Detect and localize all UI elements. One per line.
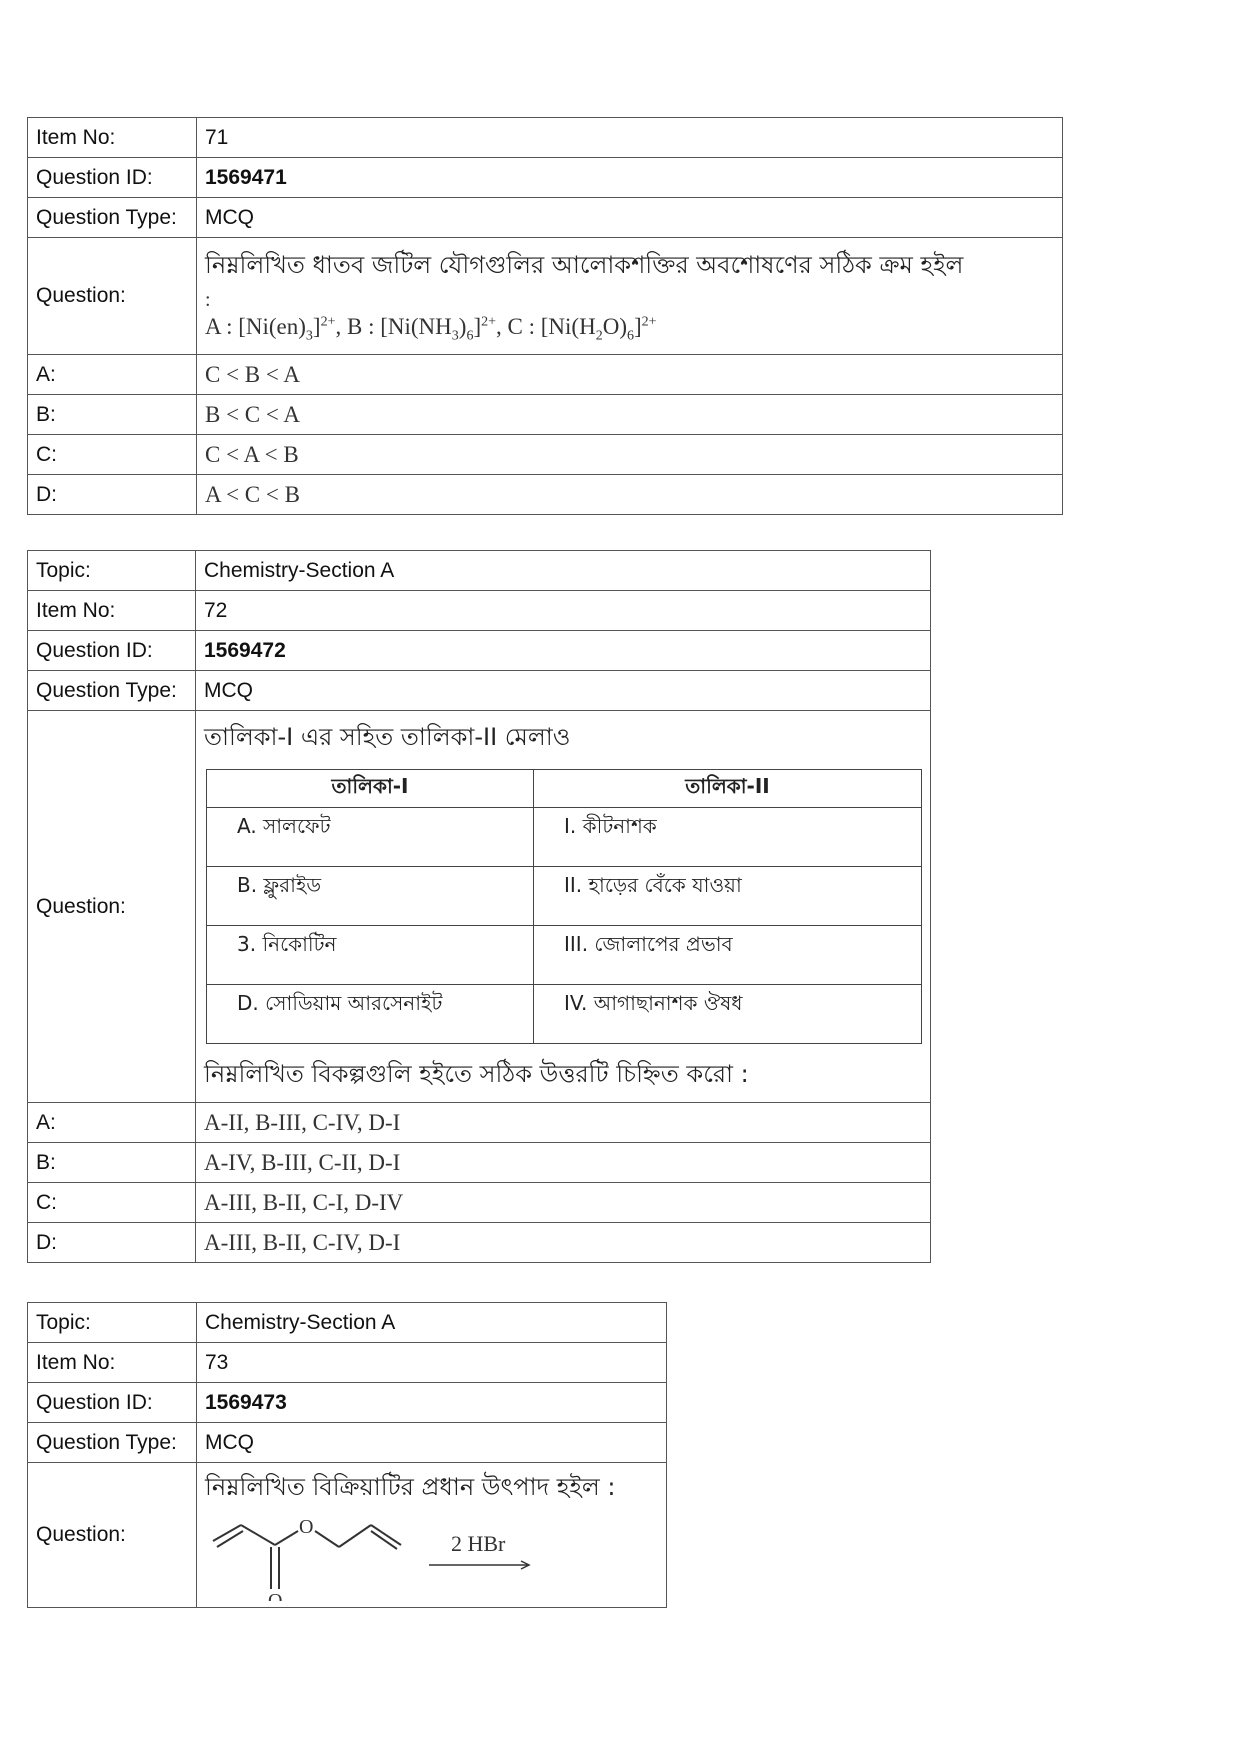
question-type-row xyxy=(28,198,1063,238)
option-a-label: A: xyxy=(28,355,197,395)
option-d-value: A-III, B-II, C-IV, D-I xyxy=(196,1223,931,1263)
question-type-label: Question Type: xyxy=(28,671,196,711)
question-72-table xyxy=(27,550,931,1263)
question-label: Question: xyxy=(28,1463,197,1608)
question-71-table xyxy=(27,117,1063,515)
question-id-row xyxy=(28,1383,667,1423)
question-row xyxy=(28,238,1063,355)
option-d-row xyxy=(28,475,1063,515)
option-a-label: A: xyxy=(28,1103,196,1143)
question-type-row xyxy=(28,1423,667,1463)
question-type-value: MCQ xyxy=(196,671,931,711)
question-type-value: MCQ xyxy=(197,1423,667,1463)
question-label: Question: xyxy=(28,238,197,355)
question-id-value: 1569471 xyxy=(197,158,1063,198)
question-type-row xyxy=(28,671,931,711)
option-b-label: B: xyxy=(28,1143,196,1183)
question-body xyxy=(197,1463,667,1608)
question-row xyxy=(28,711,931,1103)
item-no-label: Item No: xyxy=(28,118,197,158)
item-no-row xyxy=(28,1343,667,1383)
topic-value: Chemistry-Section A xyxy=(197,1303,667,1343)
list-2-header: তালিকা-II xyxy=(534,770,922,808)
charge-b: 2+ xyxy=(481,314,497,330)
item-no-row xyxy=(28,591,931,631)
question-body xyxy=(196,711,931,1103)
option-b-value: A-IV, B-III, C-II, D-I xyxy=(196,1143,931,1183)
list-2-item: II. হাড়ের বেঁকে যাওয়া xyxy=(534,867,922,926)
matching-table xyxy=(206,769,922,1044)
option-a-row xyxy=(28,1103,931,1143)
option-c-row xyxy=(28,435,1063,475)
option-d-label: D: xyxy=(28,1223,196,1263)
question-id-row xyxy=(28,158,1063,198)
question-id-value: 1569472 xyxy=(196,631,931,671)
list-1-item: D. সোডিয়াম আরসেনাইট xyxy=(207,985,534,1044)
option-c-label: C: xyxy=(28,1183,196,1223)
ester-oxygen: O xyxy=(299,1516,314,1538)
question-instruction: নিম্নলিখিত বিকল্পগুলি হইতে সঠিক উত্তরটি চিহ্নিত করো : xyxy=(204,1060,749,1088)
topic-value: Chemistry-Section A xyxy=(196,551,931,591)
item-no-row xyxy=(28,118,1063,158)
complex-b-label: , B : xyxy=(335,314,381,340)
question-type-value: MCQ xyxy=(197,198,1063,238)
charge-a: 2+ xyxy=(320,314,336,330)
option-b-value: B < C < A xyxy=(197,395,1063,435)
reagent-label: 2 HBr xyxy=(451,1531,506,1556)
question-label: Question: xyxy=(28,711,196,1103)
option-b-row xyxy=(28,395,1063,435)
item-no-label: Item No: xyxy=(28,1343,197,1383)
topic-label: Topic: xyxy=(28,551,196,591)
item-no-label: Item No: xyxy=(28,591,196,631)
item-no-value: 72 xyxy=(196,591,931,631)
option-d-value: A < C < B xyxy=(197,475,1063,515)
question-type-label: Question Type: xyxy=(28,198,197,238)
option-d-row xyxy=(28,1223,931,1263)
list-1-item: 3. নিকোটিন xyxy=(207,926,534,985)
question-id-label: Question ID: xyxy=(28,1383,197,1423)
question-text: নিম্নলিখিত বিক্রিয়াটির প্রধান উৎপাদ হইল : xyxy=(205,1473,616,1501)
option-a-row xyxy=(28,355,1063,395)
question-id-value: 1569473 xyxy=(197,1383,667,1423)
option-b-label: B: xyxy=(28,395,197,435)
topic-row xyxy=(28,551,931,591)
option-d-label: D: xyxy=(28,475,197,515)
question-type-label: Question Type: xyxy=(28,1423,197,1463)
reaction-scheme xyxy=(205,1509,645,1601)
question-intro: তালিকা-I এর সহিত তালিকা-II মেলাও xyxy=(204,723,571,751)
topic-row xyxy=(28,1303,667,1343)
option-c-value: C < A < B xyxy=(197,435,1063,475)
question-id-label: Question ID: xyxy=(28,631,196,671)
question-text: নিম্নলিখিত ধাতব জটিল যৌগগুলির আলোকশক্তির অবশোষণের সঠিক ক্রম হইল xyxy=(205,251,964,280)
list-1-item: B. ফ্লুরাইড xyxy=(207,867,534,926)
option-b-row xyxy=(28,1143,931,1183)
option-c-value: A-III, B-II, C-I, D-IV xyxy=(196,1183,931,1223)
option-c-label: C: xyxy=(28,435,197,475)
question-body xyxy=(197,238,1063,355)
charge-c: 2+ xyxy=(641,314,657,330)
question-id-row xyxy=(28,631,931,671)
list-1-header: তালিকা-I xyxy=(207,770,534,808)
question-row xyxy=(28,1463,667,1608)
question-73-table xyxy=(27,1302,667,1608)
item-no-value: 71 xyxy=(197,118,1063,158)
item-no-value: 73 xyxy=(197,1343,667,1383)
topic-label: Topic: xyxy=(28,1303,197,1343)
option-a-value: A-II, B-III, C-IV, D-I xyxy=(196,1103,931,1143)
list-2-item: III. জোলাপের প্রভাব xyxy=(534,926,922,985)
complex-c-label: , C : xyxy=(496,314,541,340)
option-a-value: C < B < A xyxy=(197,355,1063,395)
carbonyl-oxygen: O xyxy=(268,1590,283,1601)
list-1-item: A. সালফেট xyxy=(207,808,534,867)
question-colon: : xyxy=(205,289,211,312)
question-id-label: Question ID: xyxy=(28,158,197,198)
option-c-row xyxy=(28,1183,931,1223)
complex-formula: A : $[Ni(en)_3]^{2+}$, B : $[Ni(NH_3)_6]^{2+}$, C : $[Ni(H_2O)_6]^{2+}$ xyxy=(205,314,657,344)
complex-a-label: A : xyxy=(205,314,239,340)
list-2-item: IV. আগাছানাশক ঔষধ xyxy=(534,985,922,1044)
list-2-item: I. কীটনাশক xyxy=(534,808,922,867)
